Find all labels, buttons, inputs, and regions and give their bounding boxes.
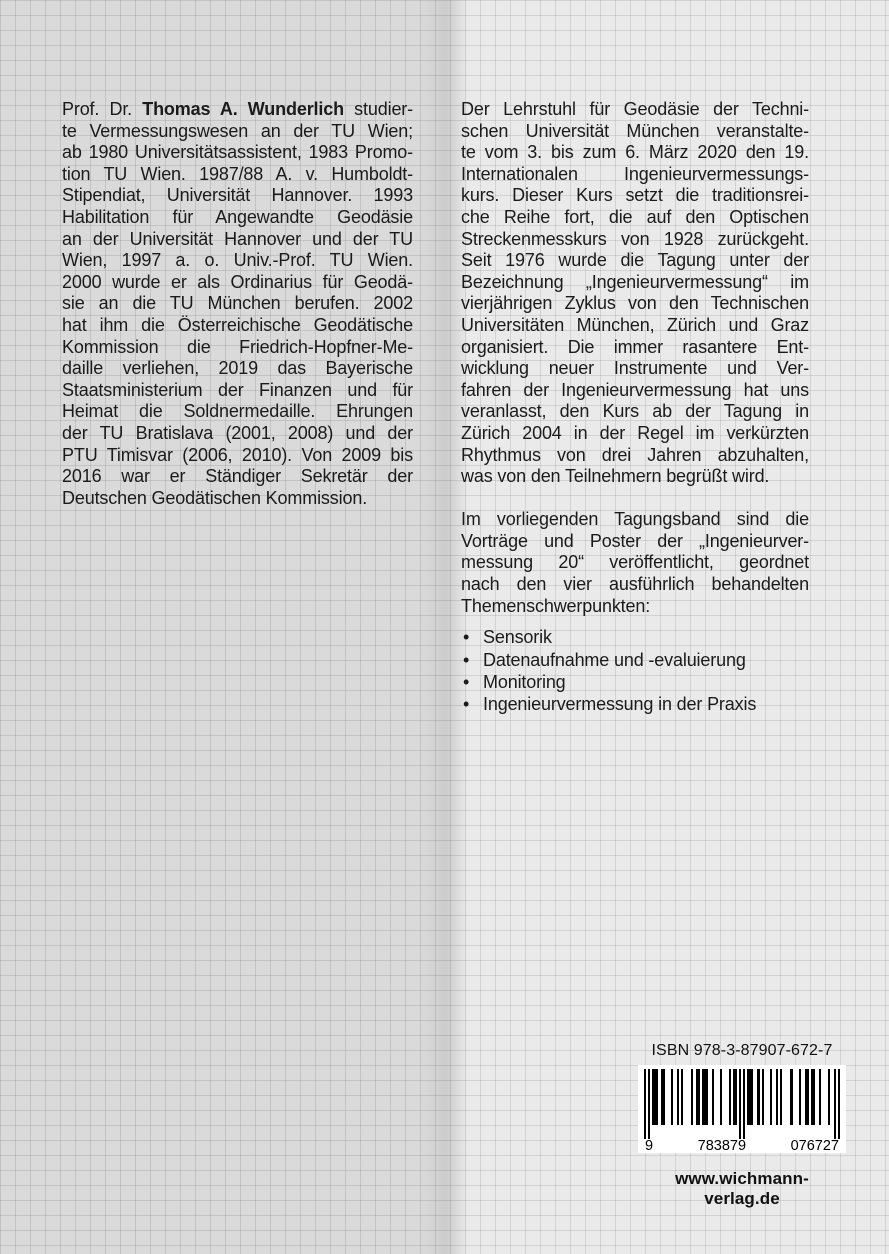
text-line: Staatsministerium der Finanzen und für [62, 379, 413, 400]
bio-prefix: Prof. Dr. [62, 99, 143, 119]
topics-list [461, 626, 809, 715]
text-line: der TU Bratislava (2001, 2008) und der [62, 422, 413, 443]
author-name: Thomas A. Wunderlich [142, 99, 344, 119]
text-line: Deutschen Geodätischen Kommission. [62, 487, 368, 508]
topic-label: Monitoring [483, 671, 566, 692]
text-line: Themenschwerpunkten: [461, 595, 651, 616]
text-line: Bezeichnung „Ingenieurvermessung“ im [461, 271, 809, 292]
text-line: te vom 3. bis zum 6. März 2020 den 19. [461, 142, 809, 163]
text-line: Zürich 2004 in der Regel im verkürzten [461, 422, 809, 443]
text-line: fahren der Ingenieurvermessung hat uns [461, 379, 809, 400]
bullet-icon [463, 693, 469, 715]
text-line: che Reihe fort, die auf den Optischen [461, 206, 809, 227]
text-line: Wien, 1997 a. o. Univ.-Prof. TU Wien. [62, 250, 413, 271]
course-description-column [461, 99, 809, 716]
text-line: te Vermessungswesen an der TU Wien; [62, 120, 413, 141]
topic-label: Sensorik [483, 627, 552, 648]
isbn-label: ISBN 978-3-87907-672-7 [651, 1042, 833, 1059]
barcode-digits [644, 1139, 840, 1153]
proceedings-paragraph [461, 509, 809, 617]
text-line: hat ihm die Österreichische Geodätische [62, 314, 413, 335]
text-line: wicklung neuer Instrumente und Ver- [461, 358, 809, 379]
bullet-icon [463, 626, 469, 648]
text-line: Kommission die Friedrich-Hopfner-Me- [62, 336, 413, 357]
text-line: PTU Timisvar (2006, 2010). Von 2009 bis [62, 444, 413, 465]
text-line: Heimat die Soldnermedaille. Ehrungen [62, 401, 413, 422]
text-line: Im vorliegenden Tagungsband sind die [461, 509, 809, 530]
text-line: vierjährigen Zyklus von den Technischen [461, 293, 809, 314]
text-line [62, 99, 413, 121]
publisher-website: www.wichmann-verlag.de [675, 1169, 809, 1208]
text-line: tion TU Wien. 1987/88 A. v. Humboldt- [62, 163, 413, 184]
barcode-digit-group: 076727 [790, 1138, 839, 1154]
topic-label: Datenaufnahme und -evaluierung [483, 649, 746, 670]
text-line: 2000 wurde er als Ordinarius für Geodä- [62, 271, 413, 292]
text-line: ab 1980 Universitätsassistent, 1983 Promo- [62, 142, 413, 163]
course-history-paragraph [461, 99, 809, 488]
list-item [461, 649, 809, 671]
text-line: veranlasst, den Kurs ab der Tagung in [461, 401, 809, 422]
bullet-icon [463, 649, 469, 671]
list-item [461, 626, 809, 648]
list-item [461, 693, 809, 715]
text-line: sie an die TU München berufen. 2002 [62, 293, 413, 314]
text-line: nach den vier ausführlich behandelten [461, 574, 809, 595]
text-line: was von den Teilnehmern begrüßt wird. [461, 466, 770, 487]
bio-suffix: studier- [343, 99, 413, 119]
bullet-icon [463, 671, 469, 693]
ean-barcode [638, 1065, 846, 1153]
text-line: Vorträge und Poster der „Ingenieurver- [461, 530, 809, 551]
topic-label: Ingenieurvermessung in der Praxis [483, 694, 757, 715]
text-line: Seit 1976 wurde die Tagung unter der [461, 250, 809, 271]
text-line: daille verliehen, 2019 das Bayerische [62, 358, 413, 379]
text-line: organisiert. Die immer rasantere Ent- [461, 336, 809, 357]
text-line: Habilitation für Angewandte Geodäsie [62, 206, 413, 227]
text-line: Universitäten München, Zürich und Graz [461, 314, 809, 335]
text-line: Streckenmesskurs von 1928 zurückgeht. [461, 228, 809, 249]
text-line: kurs. Dieser Kurs setzt die traditionsrei- [461, 185, 809, 206]
text-line: 2016 war er Ständiger Sekretär der [62, 466, 413, 487]
barcode-digit-group: 9 [645, 1138, 654, 1154]
text-line: Rhythmus von drei Jahren abzuhalten, [461, 444, 809, 465]
text-line: Stipendiat, Universität Hannover. 1993 [62, 185, 413, 206]
isbn-block [638, 1042, 846, 1209]
text-line: schen Universität München veranstalte- [461, 120, 809, 141]
text-line: Der Lehrstuhl für Geodäsie der Techni- [461, 99, 809, 119]
barcode-bars [644, 1069, 840, 1139]
barcode-digit-group: 783879 [697, 1138, 747, 1154]
list-item [461, 671, 809, 693]
text-line: an der Universität Hannover und der TU [62, 228, 413, 249]
author-bio-column [62, 99, 413, 509]
text-line: messung 20“ veröffentlicht, geordnet [461, 552, 809, 573]
text-line: Internationalen Ingenieurvermessungs- [461, 163, 809, 184]
